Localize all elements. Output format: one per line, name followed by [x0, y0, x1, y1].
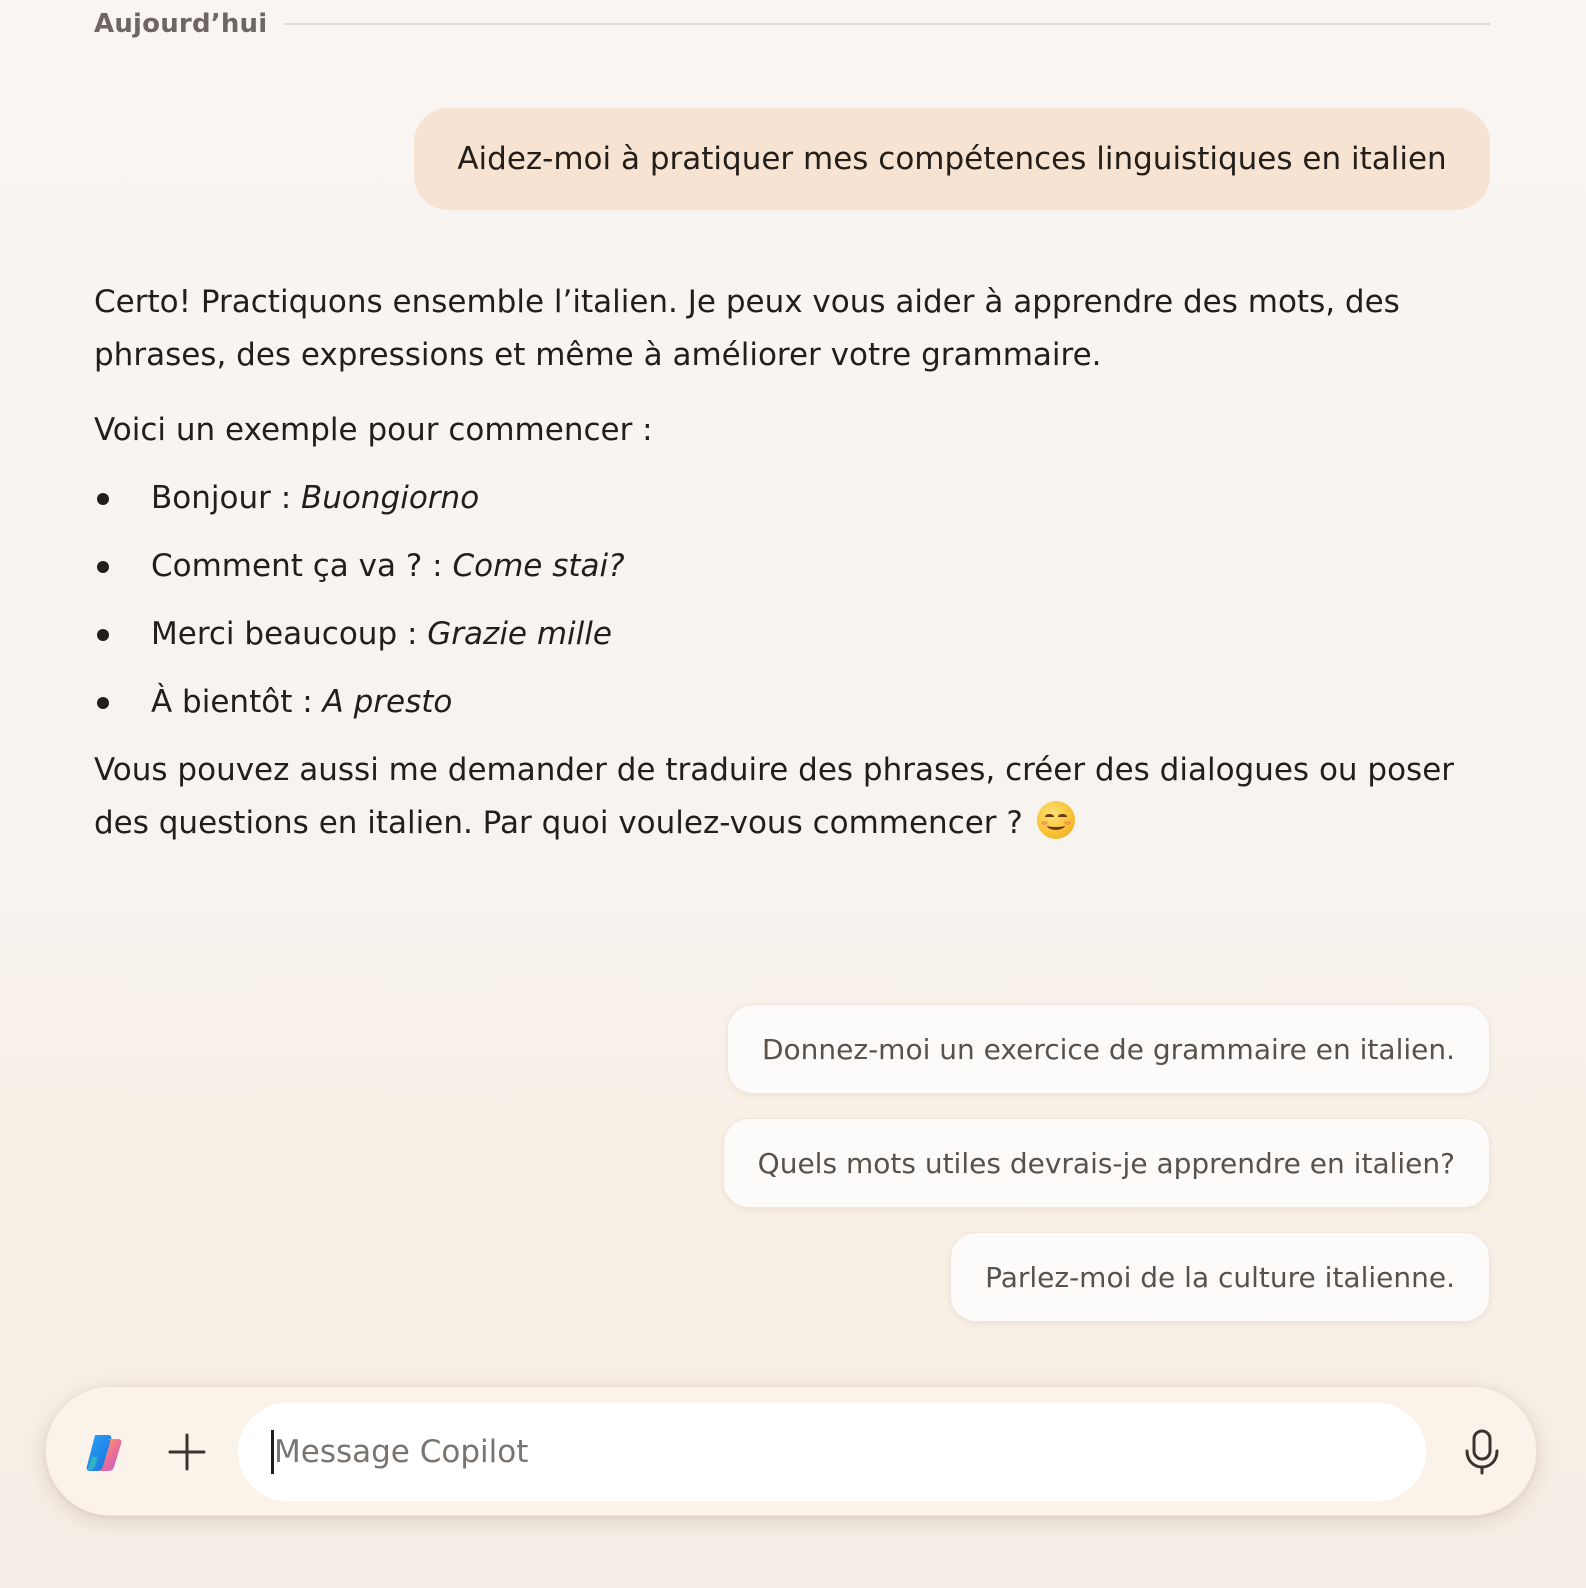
assistant-lead: Voici un exemple pour commencer : [94, 412, 653, 448]
example-italian: A presto [322, 684, 453, 720]
message-composer [45, 1386, 1537, 1516]
example-item [94, 676, 1494, 729]
message-input[interactable] [238, 1403, 1426, 1501]
suggestion-chip-useful-words[interactable]: Quels mots utiles devrais-je apprendre en italien? [723, 1118, 1490, 1208]
example-item [94, 472, 1494, 525]
example-italian: Grazie mille [427, 616, 612, 652]
bullet-icon [97, 697, 109, 709]
suggestion-chip-culture[interactable]: Parlez-moi de la culture italienne. [950, 1232, 1490, 1322]
example-item [94, 608, 1494, 661]
example-italian: Buongiorno [301, 480, 480, 516]
example-french: Comment ça va ? : [151, 548, 443, 584]
date-divider [94, 6, 1490, 42]
date-label: Aujourd’hui [94, 9, 268, 39]
smiling-face-icon [1037, 801, 1075, 839]
user-message-bubble [414, 108, 1490, 210]
message-placeholder: Message Copilot [274, 1434, 529, 1470]
bullet-icon [97, 629, 109, 641]
suggestion-chip-grammar[interactable]: Donnez-moi un exercice de grammaire en italien. [727, 1004, 1490, 1094]
plus-icon[interactable] [162, 1427, 212, 1477]
example-item [94, 540, 1494, 593]
example-italian: Come stai? [452, 548, 625, 584]
suggestion-list [723, 1004, 1490, 1346]
example-french: Merci beaucoup : [151, 616, 418, 652]
microphone-icon[interactable] [1458, 1427, 1506, 1477]
bullet-icon [97, 561, 109, 573]
example-french: Bonjour : [151, 480, 292, 516]
assistant-outro-text: Vous pouvez aussi me demander de traduire des phrases, créer des dialogues ou poser des questions en italien. Par quoi voulez-vous commencer ? [94, 752, 1455, 841]
divider-line [285, 23, 1490, 25]
example-list [94, 472, 1494, 729]
example-french: À bientôt : [151, 684, 313, 720]
bullet-icon [97, 493, 109, 505]
assistant-outro [94, 744, 1494, 850]
assistant-message [94, 276, 1494, 850]
copilot-logo-icon[interactable] [80, 1429, 128, 1477]
user-message-text: Aidez-moi à pratiquer mes compétences linguistiques en italien [457, 141, 1447, 177]
assistant-intro: Certo! Practiquons ensemble l’italien. Je peux vous aider à apprendre des mots, des phrases, des expressions et même à améliorer votre grammaire. [94, 284, 1400, 373]
